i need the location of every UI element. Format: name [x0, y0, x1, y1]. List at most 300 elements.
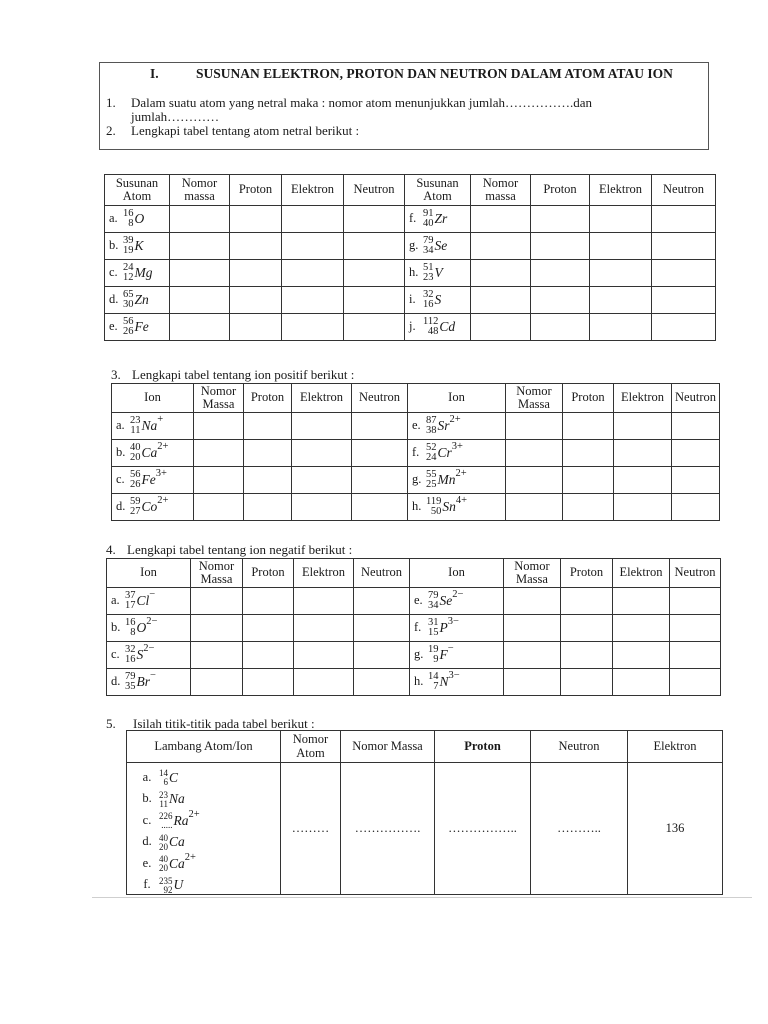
nuclide-symbol [123, 290, 149, 310]
answer-cell[interactable] [294, 669, 354, 696]
list-item [135, 791, 185, 809]
answer-cell[interactable] [614, 467, 672, 494]
answer-cell[interactable] [292, 440, 352, 467]
element-symbol: Zr [434, 210, 448, 226]
atomic-number: 16 [423, 299, 434, 310]
atomic-number: 40 [423, 218, 434, 229]
nuclide-symbol [123, 236, 144, 256]
answer-cell[interactable] [672, 494, 720, 521]
atomic-number: 11 [159, 798, 168, 809]
symbol-cell [408, 440, 506, 467]
atomic-number: 16 [125, 654, 136, 665]
ion-charge: + [157, 414, 164, 426]
item-letter: f. [409, 210, 417, 225]
element-symbol: Na [169, 791, 185, 807]
item-letter: c. [116, 471, 125, 486]
question-4: 4. Lengkapi tabel tentang ion negatif berikut : [106, 542, 353, 557]
answer-cell[interactable] [354, 669, 410, 696]
answer-cell[interactable] [563, 413, 614, 440]
answer-cell[interactable] [471, 260, 531, 287]
answer-cell[interactable] [670, 615, 721, 642]
column-header: Neutron [531, 731, 628, 763]
element-symbol: Sr [437, 417, 450, 433]
atomic-number: 27 [130, 506, 141, 517]
answer-cell[interactable] [354, 588, 410, 615]
element-symbol: O [134, 210, 145, 226]
nuclide-symbol [428, 672, 460, 692]
atomic-number: 12 [123, 272, 134, 283]
fill-neutron[interactable]: ……….. [531, 763, 628, 895]
answer-cell[interactable] [243, 642, 294, 669]
mass-number: 79 [423, 235, 434, 246]
element-symbol: O [136, 619, 147, 635]
answer-cell[interactable] [504, 642, 561, 669]
symbol-cell [107, 642, 191, 669]
answer-cell[interactable] [652, 314, 716, 341]
answer-cell[interactable] [563, 440, 614, 467]
answer-cell[interactable] [471, 233, 531, 260]
ion-charge: 2− [146, 616, 158, 628]
atomic-number: 48 [427, 326, 439, 337]
nuclide-symbol [423, 317, 455, 337]
answer-cell[interactable] [194, 413, 244, 440]
answer-cell[interactable] [230, 233, 282, 260]
answer-cell[interactable] [561, 669, 613, 696]
atomic-number: 20 [159, 863, 168, 873]
nuclide-symbol [159, 852, 196, 873]
answer-cell[interactable] [561, 588, 613, 615]
ion-charge: 2− [143, 643, 155, 655]
answer-cell[interactable] [194, 494, 244, 521]
answer-cell[interactable] [294, 615, 354, 642]
mass-number: 112 [423, 316, 439, 327]
element-symbol: Cr [437, 444, 452, 460]
element-symbol: Zn [134, 291, 149, 307]
list-item [135, 852, 196, 873]
answer-cell[interactable] [344, 314, 405, 341]
answer-cell[interactable] [244, 467, 292, 494]
item-letter: f. [414, 619, 422, 634]
nuclide-symbol [130, 443, 168, 463]
answer-cell[interactable] [191, 615, 243, 642]
atomic-number: 50 [430, 506, 442, 517]
answer-cell[interactable] [506, 467, 563, 494]
symbol-cell [105, 206, 170, 233]
answer-cell[interactable] [244, 413, 292, 440]
answer-cell[interactable] [672, 413, 720, 440]
answer-cell[interactable] [282, 206, 344, 233]
answer-cell[interactable] [506, 494, 563, 521]
element-symbol: V [434, 264, 443, 280]
element-symbol: Ca [141, 444, 158, 460]
item-letter: a. [109, 210, 118, 225]
answer-cell[interactable] [352, 494, 408, 521]
positive-ion-table [111, 383, 720, 521]
atomic-number: 24 [426, 452, 437, 463]
item-letter: e. [109, 318, 118, 333]
symbol-cell [408, 467, 506, 494]
answer-cell[interactable] [230, 206, 282, 233]
answer-cell[interactable] [352, 413, 408, 440]
ion-charge: 3+ [451, 441, 463, 453]
answer-cell[interactable] [590, 314, 652, 341]
nuclide-symbol [426, 443, 463, 463]
answer-cell[interactable] [531, 314, 590, 341]
answer-cell[interactable] [613, 669, 670, 696]
ion-charge: 2+ [184, 852, 196, 864]
answer-cell[interactable] [282, 260, 344, 287]
column-header: Nomor massa [471, 175, 531, 206]
answer-cell[interactable] [344, 260, 405, 287]
answer-cell[interactable] [344, 287, 405, 314]
atomic-number: 23 [423, 272, 434, 283]
atomic-number: 34 [423, 245, 434, 256]
list-item [135, 809, 200, 830]
answer-cell[interactable] [243, 588, 294, 615]
answer-cell[interactable] [170, 233, 230, 260]
answer-cell[interactable] [504, 669, 561, 696]
column-header: Ion [107, 559, 191, 588]
item-letter: a. [142, 769, 152, 784]
table-row [105, 206, 716, 233]
answer-cell[interactable] [344, 206, 405, 233]
element-symbol: Na [141, 417, 158, 433]
item-letter: b. [142, 791, 152, 806]
answer-cell[interactable] [244, 494, 292, 521]
fill-nomor-massa[interactable]: ……………. [341, 763, 435, 895]
nuclide-symbol [130, 470, 167, 490]
element-symbol: U [173, 877, 184, 893]
mass-number: 119 [426, 496, 442, 507]
nuclide-symbol [125, 618, 157, 638]
mass-number: 40 [130, 442, 141, 453]
answer-cell[interactable] [504, 615, 561, 642]
answer-cell[interactable] [590, 260, 652, 287]
symbol-cell [112, 440, 194, 467]
answer-cell[interactable] [652, 233, 716, 260]
answer-cell[interactable] [613, 642, 670, 669]
item-letter: g. [409, 237, 419, 252]
answer-cell[interactable] [563, 494, 614, 521]
answer-cell[interactable] [531, 233, 590, 260]
column-header: Proton [243, 559, 294, 588]
nuclide-symbol [123, 209, 144, 229]
answer-cell[interactable] [354, 642, 410, 669]
answer-cell[interactable] [613, 588, 670, 615]
symbol-cell [410, 588, 504, 615]
mass-number: 87 [426, 415, 437, 426]
mass-number: 226 [159, 811, 173, 821]
answer-cell[interactable] [191, 669, 243, 696]
ion-charge: 3+ [155, 468, 167, 480]
atomic-number: 15 [428, 627, 439, 638]
answer-cell[interactable] [506, 413, 563, 440]
answer-cell[interactable] [672, 440, 720, 467]
answer-cell[interactable] [170, 206, 230, 233]
item-letter: e. [142, 855, 152, 870]
answer-cell[interactable] [531, 260, 590, 287]
nuclide-symbol [159, 769, 178, 787]
item-letter: e. [412, 417, 421, 432]
fill-in-table [126, 730, 723, 895]
symbol-cell [112, 494, 194, 521]
column-header: Nomor massa [170, 175, 230, 206]
mass-number: 39 [123, 235, 134, 246]
element-symbol: S [136, 646, 144, 662]
column-header: Nomor Atom [281, 731, 341, 763]
ion-charge: − [447, 643, 454, 655]
item-letter: d. [109, 291, 119, 306]
mass-number: 56 [130, 469, 141, 480]
column-header: Proton [563, 384, 614, 413]
element-symbol: Ca [169, 834, 185, 850]
symbol-cell [112, 467, 194, 494]
column-header: Nomor Massa [506, 384, 563, 413]
column-header: Elektron [282, 175, 344, 206]
mass-number: 59 [130, 496, 141, 507]
answer-cell[interactable] [191, 588, 243, 615]
nuclide-symbol [123, 317, 149, 337]
ion-charge: 2+ [455, 468, 467, 480]
mass-number: 235 [159, 875, 173, 886]
column-header: Proton [561, 559, 613, 588]
column-header: Elektron [590, 175, 652, 206]
answer-cell[interactable] [531, 287, 590, 314]
answer-cell[interactable] [292, 494, 352, 521]
answer-cell[interactable] [194, 467, 244, 494]
answer-cell[interactable] [590, 287, 652, 314]
ion-charge: 3− [447, 616, 459, 628]
list-item [135, 877, 183, 895]
symbol-cell [410, 669, 504, 696]
symbol-cell [405, 260, 471, 287]
answer-cell[interactable] [563, 467, 614, 494]
mass-number: 14 [428, 671, 439, 682]
answer-cell[interactable] [344, 233, 405, 260]
answer-cell[interactable] [471, 314, 531, 341]
mass-number: 32 [423, 289, 434, 300]
answer-cell[interactable] [354, 615, 410, 642]
symbol-cell [107, 669, 191, 696]
item-letter: f. [412, 444, 420, 459]
answer-cell[interactable] [191, 642, 243, 669]
column-header: Proton [531, 175, 590, 206]
atomic-number: 7 [433, 681, 439, 692]
element-symbol: Fe [141, 471, 156, 487]
answer-cell[interactable] [244, 440, 292, 467]
atomic-number: 20 [159, 841, 168, 852]
mass-number: 14 [159, 768, 168, 778]
atomic-number: 30 [123, 299, 134, 310]
nuclide-symbol [159, 809, 200, 830]
nuclide-symbol [426, 416, 461, 436]
element-symbol: Mg [134, 264, 153, 280]
item-letter: f. [143, 877, 151, 892]
atomic-number: 26 [123, 326, 134, 337]
item-letter: a. [116, 417, 125, 432]
answer-cell[interactable] [170, 260, 230, 287]
element-symbol: Cl [136, 592, 150, 608]
column-header: Ion [408, 384, 506, 413]
answer-cell[interactable] [504, 588, 561, 615]
column-header: Neutron [352, 384, 408, 413]
nuclide-symbol [428, 645, 454, 665]
atomic-number: 8 [128, 218, 134, 229]
mass-number: 55 [426, 469, 437, 480]
nuclide-symbol [428, 591, 463, 611]
answer-cell[interactable] [282, 287, 344, 314]
column-header: Neutron [670, 559, 721, 588]
answer-cell[interactable] [590, 206, 652, 233]
answer-cell[interactable] [652, 287, 716, 314]
page-divider [92, 897, 752, 898]
symbol-list-cell [127, 763, 281, 895]
column-header: Elektron [613, 559, 670, 588]
element-symbol: C [169, 769, 179, 785]
mass-number: 40 [159, 854, 168, 864]
fill-nomor-atom[interactable]: ……… [281, 763, 341, 895]
table-row [112, 440, 720, 467]
answer-cell[interactable] [230, 314, 282, 341]
nuclide-symbol [159, 877, 183, 895]
element-symbol: Sn [442, 498, 456, 514]
answer-cell[interactable] [352, 467, 408, 494]
answer-cell[interactable] [352, 440, 408, 467]
answer-cell[interactable] [230, 287, 282, 314]
mass-number: 23 [130, 415, 141, 426]
answer-cell[interactable] [670, 642, 721, 669]
nuclide-symbol [423, 263, 443, 283]
nuclide-symbol [428, 618, 459, 638]
answer-cell[interactable] [652, 260, 716, 287]
answer-cell[interactable] [170, 287, 230, 314]
nuclide-symbol [125, 645, 154, 665]
table-row [105, 260, 716, 287]
answer-cell[interactable] [471, 287, 531, 314]
ion-charge: 2+ [157, 495, 169, 507]
atomic-number: 6 [163, 777, 168, 787]
answer-cell[interactable] [613, 615, 670, 642]
answer-cell[interactable] [672, 467, 720, 494]
fill-proton[interactable]: …………….. [435, 763, 531, 895]
element-symbol: S [434, 291, 442, 307]
item-letter: c. [111, 646, 120, 661]
table-row [105, 233, 716, 260]
answer-cell[interactable] [590, 233, 652, 260]
item-letter: a. [111, 592, 120, 607]
answer-cell[interactable] [243, 669, 294, 696]
answer-cell[interactable] [531, 206, 590, 233]
item-letter: g. [412, 471, 422, 486]
answer-cell[interactable] [282, 233, 344, 260]
mass-number: 91 [423, 208, 434, 219]
atomic-number: 8 [130, 627, 136, 638]
item-letter: b. [109, 237, 119, 252]
column-header: Susunan Atom [405, 175, 471, 206]
nuclide-symbol [423, 236, 447, 256]
mass-number: 56 [123, 316, 134, 327]
question-5: 5. Isilah titik-titik pada tabel berikut : [106, 716, 315, 731]
mass-number: 32 [125, 644, 136, 655]
element-symbol: Br [136, 673, 150, 689]
list-item [135, 769, 178, 787]
table-row [107, 642, 721, 669]
element-symbol: Ra [173, 812, 189, 828]
question-3: 3. Lengkapi tabel tentang ion positif berikut : [111, 367, 355, 382]
section-number: I. [150, 66, 159, 81]
answer-cell[interactable] [561, 642, 613, 669]
column-header: Nomor Massa [341, 731, 435, 763]
item-letter: h. [412, 498, 422, 513]
answer-cell[interactable] [471, 206, 531, 233]
answer-cell[interactable] [170, 314, 230, 341]
item-letter: d. [142, 834, 152, 849]
answer-cell[interactable] [561, 615, 613, 642]
symbol-cell [408, 413, 506, 440]
atomic-number: 9 [433, 654, 439, 665]
column-header: Nomor Massa [191, 559, 243, 588]
ion-charge: 4+ [455, 495, 468, 507]
fill-elektron: 136 [628, 763, 723, 895]
atomic-number: 17 [125, 600, 136, 611]
ion-charge: 2+ [157, 441, 169, 453]
element-symbol: K [134, 237, 144, 253]
symbol-cell [405, 314, 471, 341]
item-letter: i. [409, 291, 416, 306]
column-header: Proton [435, 731, 531, 763]
answer-cell[interactable] [614, 413, 672, 440]
mass-number: 79 [428, 590, 439, 601]
column-header: Ion [112, 384, 194, 413]
column-header: Nomor Massa [194, 384, 244, 413]
symbol-cell [105, 260, 170, 287]
ion-charge: 3− [448, 670, 460, 682]
list-item [135, 834, 185, 852]
column-header: Nomor Massa [504, 559, 561, 588]
answer-cell[interactable] [292, 467, 352, 494]
answer-cell[interactable] [670, 588, 721, 615]
nuclide-symbol [159, 791, 185, 809]
answer-cell[interactable] [614, 440, 672, 467]
nuclide-symbol [426, 497, 467, 517]
ion-charge: − [149, 589, 156, 601]
answer-cell[interactable] [292, 413, 352, 440]
answer-cell[interactable] [506, 440, 563, 467]
question-box-1: I. SUSUNAN ELEKTRON, PROTON DAN NEUTRON DALAM ATOM ATAU ION 1. Dalam suatu atom yang netral maka : nomor atom menunjukkan jumlah…………….dan jumlah………… 2. Lengkapi tabel tentang atom netral berikut : [99, 62, 709, 150]
symbol-cell [408, 494, 506, 521]
nuclide-symbol [423, 209, 447, 229]
item-letter: h. [409, 264, 419, 279]
symbol-cell [105, 314, 170, 341]
answer-cell[interactable] [194, 440, 244, 467]
symbol-cell [105, 287, 170, 314]
answer-cell[interactable] [294, 588, 354, 615]
answer-cell[interactable] [294, 642, 354, 669]
answer-cell[interactable] [652, 206, 716, 233]
nuclide-symbol [423, 290, 441, 310]
answer-cell[interactable] [230, 260, 282, 287]
answer-cell[interactable] [243, 615, 294, 642]
table-row [112, 467, 720, 494]
mass-number: 40 [159, 832, 168, 843]
answer-cell[interactable] [614, 494, 672, 521]
item-letter: d. [116, 498, 126, 513]
column-header: Elektron [292, 384, 352, 413]
mass-number: 23 [159, 789, 168, 800]
answer-cell[interactable] [282, 314, 344, 341]
item-letter: c. [142, 812, 152, 827]
answer-cell[interactable] [670, 669, 721, 696]
